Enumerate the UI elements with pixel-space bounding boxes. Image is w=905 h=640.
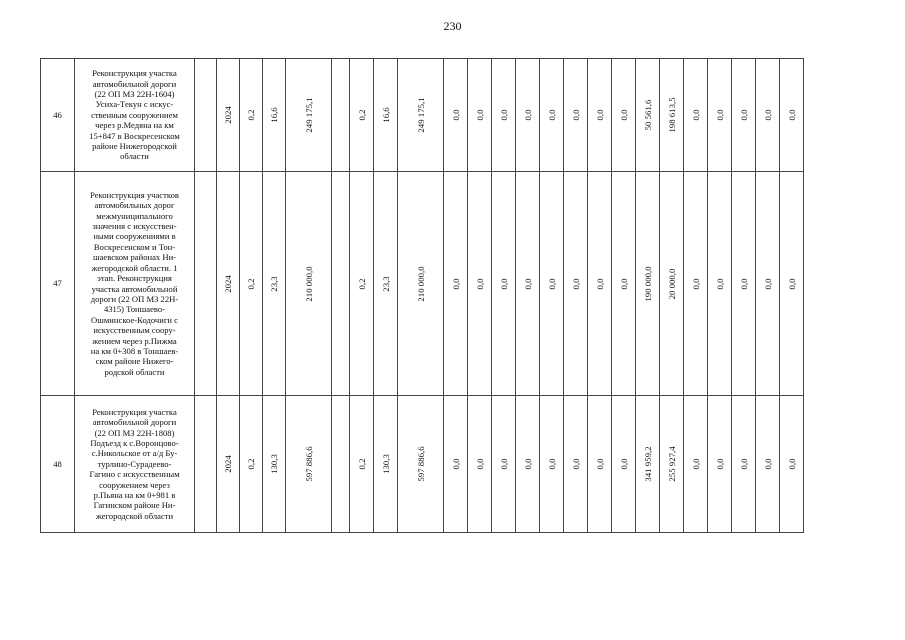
empty-cell — [195, 396, 217, 533]
value-cell: 0,0 — [468, 396, 492, 533]
cost-cell: 210 000,0 — [398, 172, 444, 396]
value-cell: 0,0 — [516, 396, 540, 533]
page-number: 230 — [443, 19, 462, 33]
value-cell: 20 000,0 — [660, 172, 684, 396]
empty-cell — [332, 172, 350, 396]
value-cell: 23,3 — [263, 172, 286, 396]
object-name: Реконструкция участка автомобильной дороги (22 ОП МЗ 22Н-1604) Усиха-Текун с искус- ственным сооружением через р.Медяна на км 15+847 в Воскресенском районе Нижегородской области — [75, 59, 195, 172]
row-number: 48 — [41, 396, 75, 533]
value-cell: 0,0 — [588, 396, 612, 533]
value-cell: 0,0 — [468, 59, 492, 172]
value-cell: 0,2 — [350, 172, 374, 396]
value-cell: 0,0 — [516, 172, 540, 396]
table-row — [41, 59, 804, 172]
cost-cell: 597 886,6 — [398, 396, 444, 533]
length-cell: 0,2 — [240, 396, 263, 533]
value-cell: 0,0 — [492, 59, 516, 172]
value-cell: 0,0 — [684, 59, 708, 172]
value-cell: 255 927,4 — [660, 396, 684, 533]
length-cell: 0,2 — [240, 59, 263, 172]
value-cell: 0,0 — [444, 59, 468, 172]
value-cell: 0,0 — [612, 172, 636, 396]
table-row — [41, 172, 804, 396]
value-cell: 0,0 — [732, 396, 756, 533]
table-row — [41, 396, 804, 533]
row-number: 47 — [41, 172, 75, 396]
value-cell: 0,0 — [708, 396, 732, 533]
empty-cell — [195, 172, 217, 396]
value-cell: 0,0 — [732, 59, 756, 172]
year-cell: 2024 — [217, 59, 240, 172]
cost-cell: 249 175,1 — [398, 59, 444, 172]
value-cell: 0,0 — [756, 172, 780, 396]
value-cell: 0,0 — [540, 59, 564, 172]
object-name: Реконструкция участка автомобильной дороги (22 ОП МЗ 22Н-1808) Подъезд к с.Воронцово- с.Никольское от а/д Бу- турлино-Сурадеево- Гагино с искусственным сооружением через р.Пьяна на км 0+981 в Гагинском районе Ни- жегородской области — [75, 396, 195, 533]
value-cell: 0,0 — [708, 59, 732, 172]
value-cell: 0,0 — [444, 172, 468, 396]
empty-cell — [332, 59, 350, 172]
value-cell: 0,0 — [708, 172, 732, 396]
value-cell: 0,0 — [468, 172, 492, 396]
value-cell: 0,0 — [444, 396, 468, 533]
value-cell: 341 959,2 — [636, 396, 660, 533]
value-cell: 0,2 — [350, 59, 374, 172]
cost-cell: 210 000,0 — [286, 172, 332, 396]
value-cell: 16,6 — [263, 59, 286, 172]
value-cell: 130,3 — [263, 396, 286, 533]
value-cell: 0,0 — [780, 396, 804, 533]
value-cell: 0,0 — [612, 396, 636, 533]
year-cell: 2024 — [217, 396, 240, 533]
value-cell: 0,0 — [684, 396, 708, 533]
value-cell: 0,0 — [588, 59, 612, 172]
value-cell: 0,0 — [780, 172, 804, 396]
value-cell: 0,0 — [588, 172, 612, 396]
empty-cell — [332, 396, 350, 533]
value-cell: 0,0 — [540, 396, 564, 533]
value-cell: 0,0 — [492, 172, 516, 396]
value-cell: 0,0 — [756, 396, 780, 533]
value-cell: 0,0 — [780, 59, 804, 172]
cost-cell: 597 886,6 — [286, 396, 332, 533]
value-cell: 0,0 — [612, 59, 636, 172]
row-number: 46 — [41, 59, 75, 172]
value-cell: 0,0 — [732, 172, 756, 396]
value-cell: 0,0 — [564, 396, 588, 533]
value-cell: 0,0 — [684, 172, 708, 396]
value-cell: 16,6 — [374, 59, 398, 172]
value-cell: 130,3 — [374, 396, 398, 533]
empty-cell — [195, 59, 217, 172]
value-cell: 0,0 — [540, 172, 564, 396]
value-cell: 0,0 — [564, 59, 588, 172]
year-cell: 2024 — [217, 172, 240, 396]
value-cell: 0,0 — [516, 59, 540, 172]
value-cell: 50 561,6 — [636, 59, 660, 172]
value-cell: 0,0 — [564, 172, 588, 396]
data-table — [40, 58, 804, 533]
object-name: Реконструкция участков автомобильных дорог межмуниципального значения с искусствен- ными сооружениями в Воскресенском и Тон- шаевском районах Ни- жегородской области. 1 этап. Реконструкция участка автомобильной дороги (22 ОП МЗ 22Н- 4315) Тоншаево- Ошминское-Кодочиги с искусственным соору- жением через р.Пижма на км 0+308 в Тоншаев- ском районе Нижего- родской области — [75, 172, 195, 396]
value-cell: 0,2 — [350, 396, 374, 533]
value-cell: 23,3 — [374, 172, 398, 396]
length-cell: 0,2 — [240, 172, 263, 396]
cost-cell: 249 175,1 — [286, 59, 332, 172]
value-cell: 0,0 — [492, 396, 516, 533]
value-cell: 0,0 — [756, 59, 780, 172]
value-cell: 198 613,5 — [660, 59, 684, 172]
value-cell: 190 000,0 — [636, 172, 660, 396]
